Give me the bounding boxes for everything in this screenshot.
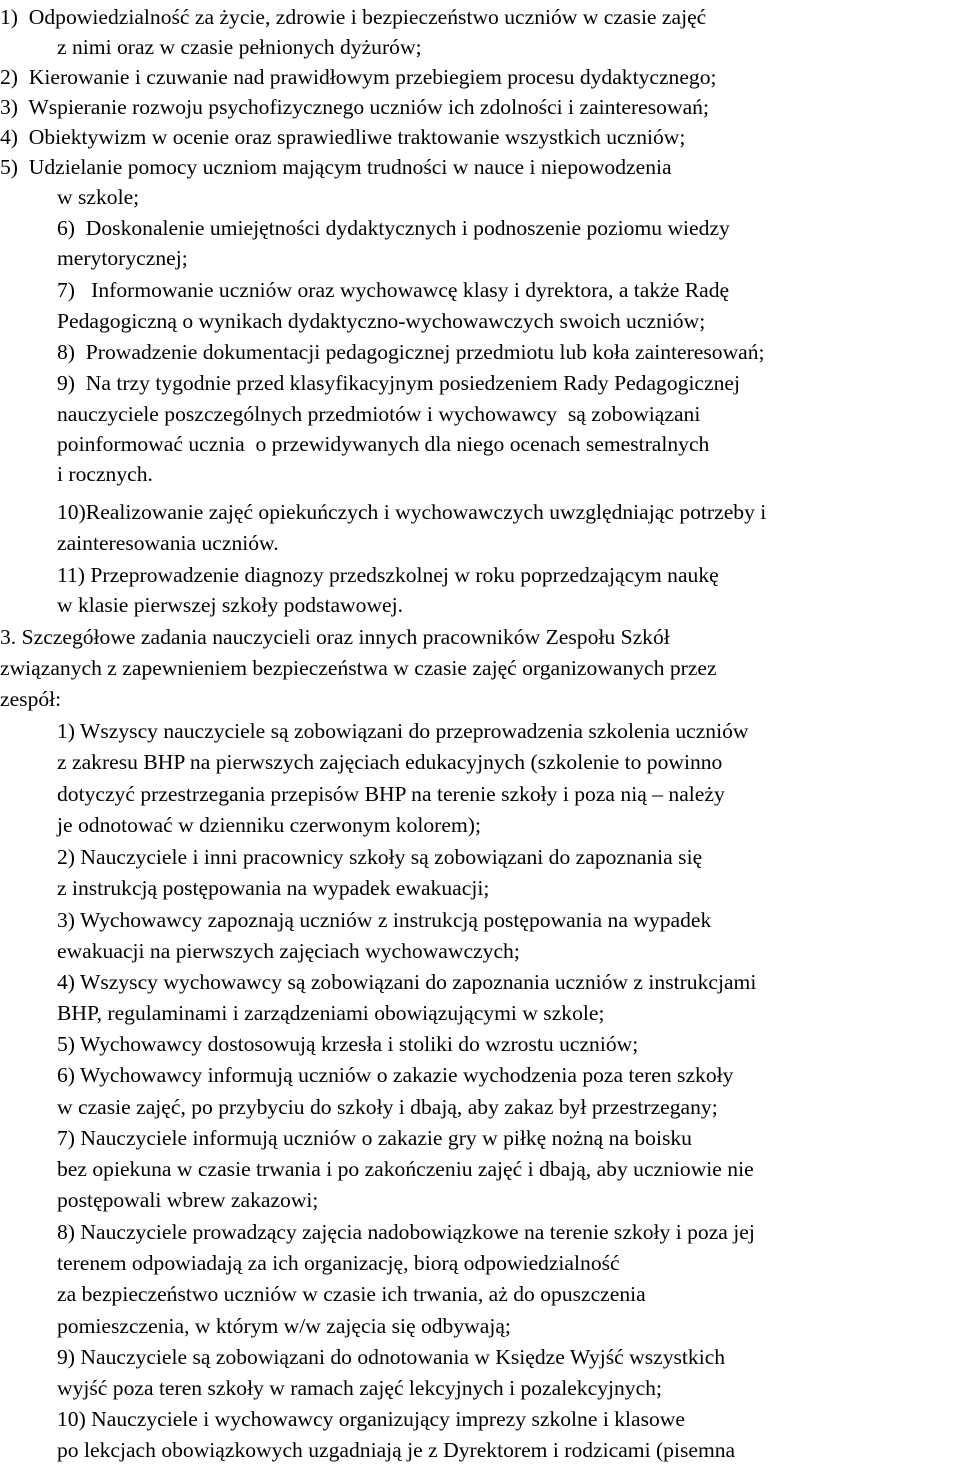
list-item-line: 6) Wychowawcy informują uczniów o zakazie wychodzenia poza teren szkoły xyxy=(57,1063,734,1087)
list-item-line: 8) Nauczyciele prowadzący zajęcia nadobowiązkowe na terenie szkoły i poza jej xyxy=(57,1220,755,1244)
list-item-line: bez opiekuna w czasie trwania i po zakończeniu zajęć i dbają, aby uczniowie nie xyxy=(57,1157,754,1181)
list-item-line: 10)Realizowanie zajęć opiekuńczych i wychowawczych uwzględniając potrzeby i xyxy=(57,500,767,524)
list-item-line: pomieszczenia, w którym w/w zajęcia się odbywają; xyxy=(57,1314,511,1338)
list-item-line: je odnotować w dzienniku czerwonym kolorem); xyxy=(57,813,481,837)
section-line: 3. Szczegółowe zadania nauczycieli oraz innych pracowników Zespołu Szkół xyxy=(0,625,670,649)
section-line: zespół: xyxy=(0,687,62,711)
list-item-line: wyjść poza teren szkoły w ramach zajęć lekcyjnych i pozalekcyjnych; xyxy=(57,1376,662,1400)
list-item-line: 6) Doskonalenie umiejętności dydaktycznych i podnoszenie poziomu wiedzy xyxy=(57,216,730,240)
list-item-line: 1) Wszyscy nauczyciele są zobowiązani do przeprowadzenia szkolenia uczniów xyxy=(57,719,749,743)
list-item-line: z nimi oraz w czasie pełnionych dyżurów; xyxy=(57,35,422,59)
list-item-line: 10) Nauczyciele i wychowawcy organizujący imprezy szkolne i klasowe xyxy=(57,1407,685,1431)
list-item-line: 5) Wychowawcy dostosowują krzesła i stoliki do wzrostu uczniów; xyxy=(57,1032,639,1056)
list-item-line: za bezpieczeństwo uczniów w czasie ich trwania, aż do opuszczenia xyxy=(57,1282,646,1306)
list-item-line: 8) Prowadzenie dokumentacji pedagogicznej przedmiotu lub koła zainteresowań; xyxy=(57,340,765,364)
list-item-line: 3) Wychowawcy zapoznają uczniów z instrukcją postępowania na wypadek xyxy=(57,908,712,932)
list-item-line: ewakuacji na pierwszych zajęciach wychowawczych; xyxy=(57,939,520,963)
list-item-line: 3) Wspieranie rozwoju psychofizycznego uczniów ich zdolności i zainteresowań; xyxy=(0,95,709,119)
list-item-line: 9) Na trzy tygodnie przed klasyfikacyjnym posiedzeniem Rady Pedagogicznej xyxy=(57,371,740,395)
list-item-line: zainteresowania uczniów. xyxy=(57,531,279,555)
list-item-line: poinformować ucznia o przewidywanych dla niego ocenach semestralnych xyxy=(57,432,710,456)
list-item-line: 1) Odpowiedzialność za życie, zdrowie i bezpieczeństwo uczniów w czasie zajęć xyxy=(0,5,707,29)
list-item-line: 11) Przeprowadzenie diagnozy przedszkolnej w roku poprzedzającym naukę xyxy=(57,563,719,587)
list-item-line: 7) Informowanie uczniów oraz wychowawcę klasy i dyrektora, a także Radę xyxy=(57,278,730,302)
list-item-line: w szkole; xyxy=(57,185,140,209)
list-item-line: 5) Udzielanie pomocy uczniom mającym trudności w nauce i niepowodzenia xyxy=(0,155,672,179)
list-item-line: nauczyciele poszczególnych przedmiotów i wychowawcy są zobowiązani xyxy=(57,402,701,426)
list-item-line: dotyczyć przestrzegania przepisów BHP na terenie szkoły i poza nią – należy xyxy=(57,782,725,806)
list-item-line: merytorycznej; xyxy=(57,246,188,270)
list-item-line: w klasie pierwszej szkoły podstawowej. xyxy=(57,593,404,617)
list-item-line: 7) Nauczyciele informują uczniów o zakazie gry w piłkę nożną na boisku xyxy=(57,1126,692,1150)
section-line: związanych z zapewnieniem bezpieczeństwa w czasie zajęć organizowanych przez xyxy=(0,656,717,680)
list-item-line: Pedagogiczną o wynikach dydaktyczno-wychowawczych swoich uczniów; xyxy=(57,309,706,333)
list-item-line: 2) Nauczyciele i inni pracownicy szkoły są zobowiązani do zapoznania się xyxy=(57,845,703,869)
list-item-line: 4) Wszyscy wychowawcy są zobowiązani do zapoznania uczniów z instrukcjami xyxy=(57,970,757,994)
list-item-line: 2) Kierowanie i czuwanie nad prawidłowym przebiegiem procesu dydaktycznego; xyxy=(0,65,717,89)
list-item-line: z instrukcją postępowania na wypadek ewakuacji; xyxy=(57,876,490,900)
list-item-line: BHP, regulaminami i zarządzeniami obowiązującymi w szkole; xyxy=(57,1001,605,1025)
list-item-line: 9) Nauczyciele są zobowiązani do odnotowania w Księdze Wyjść wszystkich xyxy=(57,1345,726,1369)
list-item-line: postępowali wbrew zakazowi; xyxy=(57,1188,319,1212)
list-item-line: i rocznych. xyxy=(57,462,153,486)
list-item-line: po lekcjach obowiązkowych uzgadniają je z Dyrektorem i rodzicami (pisemna xyxy=(57,1438,736,1462)
list-item-line: z zakresu BHP na pierwszych zajęciach edukacyjnych (szkolenie to powinno xyxy=(57,750,723,774)
list-item-line: 4) Obiektywizm w ocenie oraz sprawiedliwe traktowanie wszystkich uczniów; xyxy=(0,125,686,149)
list-item-line: terenem odpowiadają za ich organizację, biorą odpowiedzialność xyxy=(57,1251,620,1275)
list-item-line: w czasie zajęć, po przybyciu do szkoły i dbają, aby zakaz był przestrzegany; xyxy=(57,1095,718,1119)
